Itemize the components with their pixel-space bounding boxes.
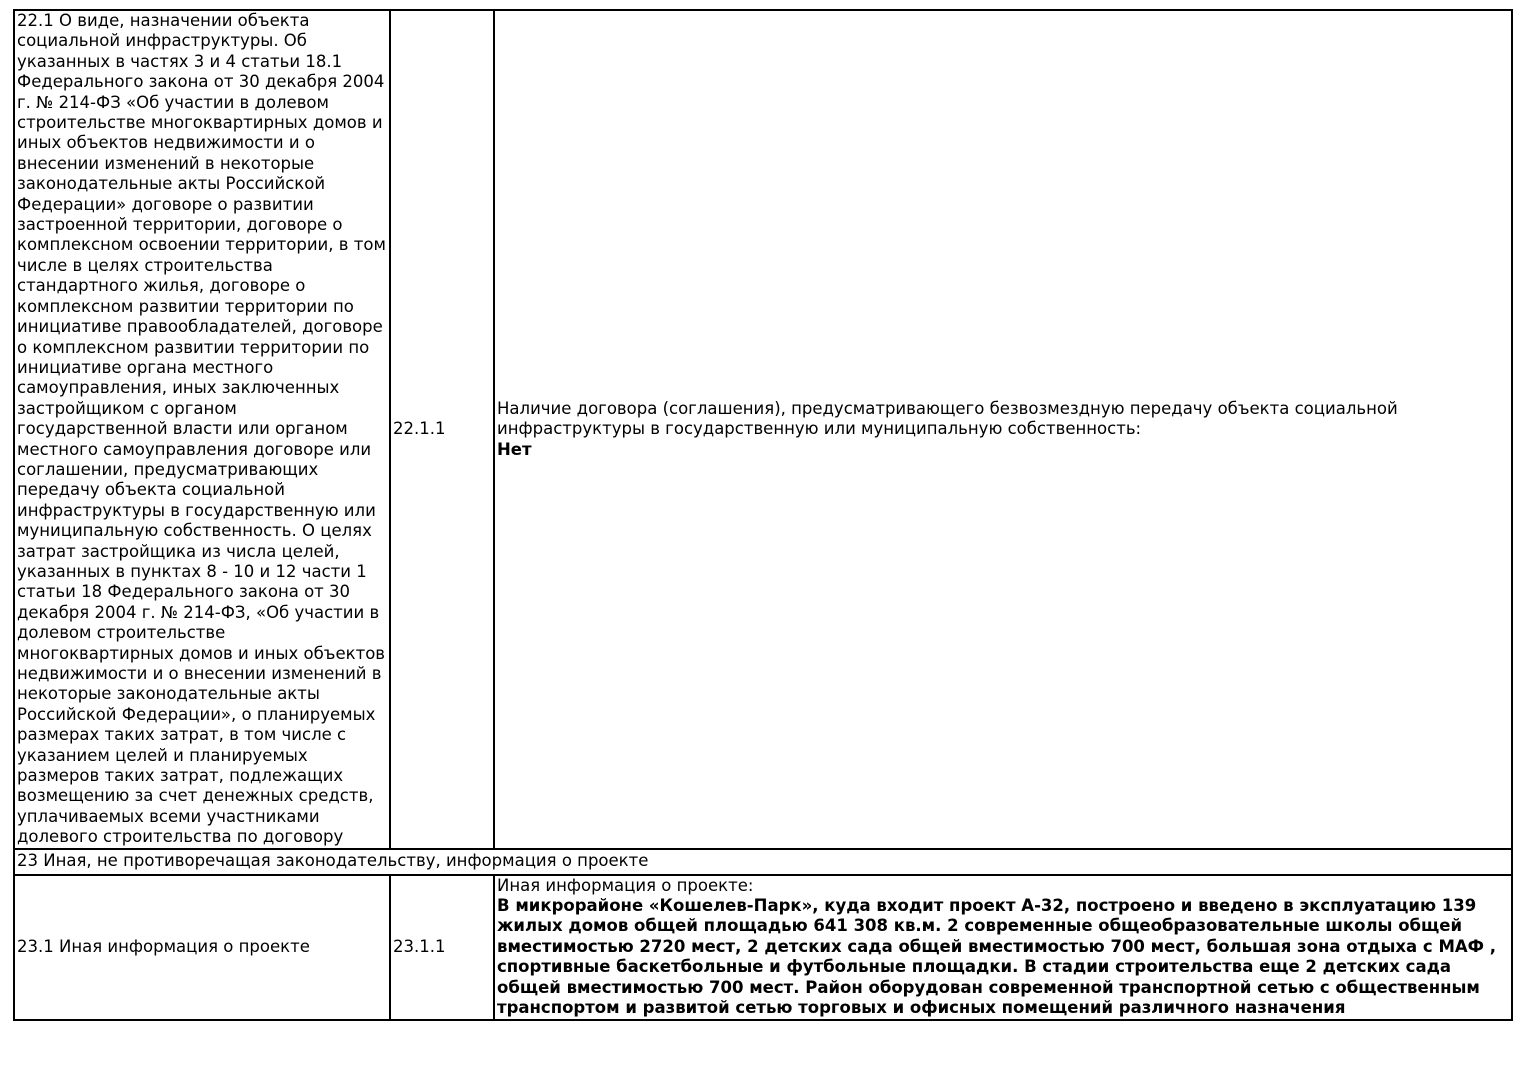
project-declaration-table xyxy=(13,9,1513,1021)
table-row-23-1 xyxy=(14,875,1512,1020)
row-22-1-label-cell: 22.1 О виде, назначении объекта социальной инфраструктуры. Об указанных в частях 3 и 4 статьи 18.1 Федерального закона от 30 декабря 2004 г. № 214-ФЗ «Об участии в долевом строительстве многоквартирных домов и иных объектов недвижимости и о внесении изменений в некоторые законодательные акты Российской Федерации» договоре о развитии застроенной территории, договоре о комплексном освоении территории, в том числе в целях строительства стандартного жилья, договоре о комплексном развитии территории по инициативе правообладателей, договоре о комплексном развитии территории по инициативе органа местного самоуправления, иных заключенных застройщиком с органом государственной власти или органом местного самоуправления договоре или соглашении, предусматривающих передачу объекта социальной инфраструктуры в государственную или муниципальную собственность. О целях затрат застройщика из числа целей, указанных в пунктах 8 - 10 и 12 части 1 статьи 18 Федерального закона от 30 декабря 2004 г. № 214-ФЗ, «Об участии в долевом строительстве многоквартирных домов и иных объектов недвижимости и о внесении изменений в некоторые законодательные акты Российской Федерации», о планируемых размерах таких затрат, в том числе с указанием целей и планируемых размеров таких затрат, подлежащих возмещению за счет денежных средств, уплачиваемых всеми участниками долевого строительства по договору xyxy=(14,10,390,849)
table-row-section-23 xyxy=(14,849,1512,875)
row-23-1-content-cell xyxy=(494,875,1512,1020)
table-row-22-1 xyxy=(14,10,1512,849)
row-22-1-content-value: Нет xyxy=(497,439,532,459)
row-22-1-content-cell xyxy=(494,10,1512,849)
row-23-1-label-cell: 23.1 Иная информация о проекте xyxy=(14,875,390,1020)
row-22-1-content-text: Наличие договора (соглашения), предусматривающего безвозмездную передачу объекта социальной инфраструктуры в государственную или муниципальную собственность: xyxy=(497,398,1398,439)
section-23-header: 23 Иная, не противоречащая законодательству, информация о проекте xyxy=(14,849,1512,875)
row-23-1-content-text: Иная информация о проекте: xyxy=(497,875,754,895)
row-22-1-code-cell: 22.1.1 xyxy=(390,10,494,849)
row-23-1-content-value: В микрорайоне «Кошелев-Парк», куда входит проект А-32, построено и введено в эксплуатацию 139 жилых домов общей площадью 641 308 кв.м. 2 современные общеобразовательные школы общей вместимостью 2720 мест, 2 детских сада общей вместимостью 700 мест, большая зона отдыха с МАФ , спортивные баскетбольные и футбольные площадки. В стадии строительства еще 2 детских сада общей вместимостью 700 мест. Район оборудован современной транспортной сетью с общественным транспортом и развитой сетью торговых и офисных помещений различного назначения xyxy=(497,896,1497,1018)
row-23-1-code-cell: 23.1.1 xyxy=(390,875,494,1020)
